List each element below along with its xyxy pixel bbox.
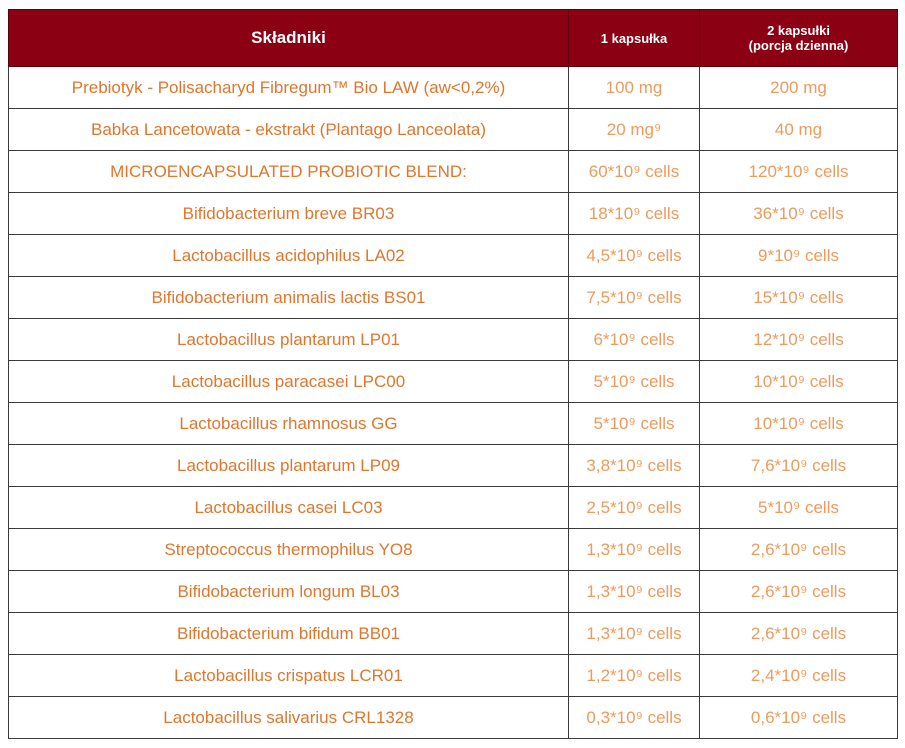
table-row <box>9 571 898 613</box>
header-two-capsules <box>700 10 898 67</box>
one-capsule-value-cell: 20 mg⁹ <box>569 109 700 151</box>
table-row <box>9 235 898 277</box>
ingredient-name-cell: Streptococcus thermophilus YO8 <box>9 529 569 571</box>
one-capsule-value-cell: 5*10⁹ cells <box>569 403 700 445</box>
table-row <box>9 67 898 109</box>
one-capsule-value-cell: 3,8*10⁹ cells <box>569 445 700 487</box>
header-ingredients: Składniki <box>9 10 569 67</box>
ingredient-name-cell: Lactobacillus plantarum LP01 <box>9 319 569 361</box>
ingredient-name-cell: Lactobacillus paracasei LPC00 <box>9 361 569 403</box>
one-capsule-value-cell: 100 mg <box>569 67 700 109</box>
table-row <box>9 277 898 319</box>
two-capsules-value-cell: 5*10⁹ cells <box>700 487 898 529</box>
ingredient-name-cell: Lactobacillus plantarum LP09 <box>9 445 569 487</box>
ingredient-name-cell: Lactobacillus rhamnosus GG <box>9 403 569 445</box>
two-capsules-value-cell: 12*10⁹ cells <box>700 319 898 361</box>
table-row <box>9 319 898 361</box>
two-capsules-value-cell: 7,6*10⁹ cells <box>700 445 898 487</box>
ingredient-name-cell: MICROENCAPSULATED PROBIOTIC BLEND: <box>9 151 569 193</box>
ingredient-name-cell: Lactobacillus casei LC03 <box>9 487 569 529</box>
two-capsules-value-cell: 15*10⁹ cells <box>700 277 898 319</box>
ingredients-table-container <box>8 9 898 739</box>
one-capsule-value-cell: 2,5*10⁹ cells <box>569 487 700 529</box>
one-capsule-value-cell: 1,3*10⁹ cells <box>569 613 700 655</box>
two-capsules-value-cell: 0,6*10⁹ cells <box>700 697 898 739</box>
two-capsules-value-cell: 120*10⁹ cells <box>700 151 898 193</box>
one-capsule-value-cell: 6*10⁹ cells <box>569 319 700 361</box>
one-capsule-value-cell: 18*10⁹ cells <box>569 193 700 235</box>
ingredient-name-cell: Prebiotyk - Polisacharyd Fibregum™ Bio LAW (aw<0,2%) <box>9 67 569 109</box>
table-header-row <box>9 10 898 67</box>
two-capsules-value-cell: 9*10⁹ cells <box>700 235 898 277</box>
table-row <box>9 109 898 151</box>
table-row <box>9 361 898 403</box>
two-capsules-value-cell: 10*10⁹ cells <box>700 403 898 445</box>
table-row <box>9 403 898 445</box>
one-capsule-value-cell: 60*10⁹ cells <box>569 151 700 193</box>
two-capsules-value-cell: 200 mg <box>700 67 898 109</box>
one-capsule-value-cell: 0,3*10⁹ cells <box>569 697 700 739</box>
two-capsules-value-cell: 2,6*10⁹ cells <box>700 613 898 655</box>
table-row <box>9 193 898 235</box>
table-row <box>9 613 898 655</box>
one-capsule-value-cell: 5*10⁹ cells <box>569 361 700 403</box>
ingredient-name-cell: Bifidobacterium animalis lactis BS01 <box>9 277 569 319</box>
two-capsules-value-cell: 40 mg <box>700 109 898 151</box>
one-capsule-value-cell: 1,2*10⁹ cells <box>569 655 700 697</box>
ingredient-name-cell: Bifidobacterium longum BL03 <box>9 571 569 613</box>
table-body <box>9 67 898 739</box>
ingredient-name-cell: Bifidobacterium bifidum BB01 <box>9 613 569 655</box>
table-row <box>9 445 898 487</box>
two-capsules-value-cell: 2,4*10⁹ cells <box>700 655 898 697</box>
ingredient-name-cell: Lactobacillus crispatus LCR01 <box>9 655 569 697</box>
ingredient-name-cell: Bifidobacterium breve BR03 <box>9 193 569 235</box>
header-one-capsule: 1 kapsułka <box>569 10 700 67</box>
one-capsule-value-cell: 1,3*10⁹ cells <box>569 529 700 571</box>
ingredient-name-cell: Lactobacillus acidophilus LA02 <box>9 235 569 277</box>
ingredients-table <box>8 9 898 739</box>
two-capsules-value-cell: 2,6*10⁹ cells <box>700 529 898 571</box>
header-two-capsules-label: 2 kapsułki <box>767 23 830 38</box>
table-row <box>9 529 898 571</box>
two-capsules-value-cell: 2,6*10⁹ cells <box>700 571 898 613</box>
ingredient-name-cell: Lactobacillus salivarius CRL1328 <box>9 697 569 739</box>
table-row <box>9 151 898 193</box>
table-row <box>9 487 898 529</box>
ingredient-name-cell: Babka Lancetowata - ekstrakt (Plantago Lanceolata) <box>9 109 569 151</box>
one-capsule-value-cell: 7,5*10⁹ cells <box>569 277 700 319</box>
one-capsule-value-cell: 1,3*10⁹ cells <box>569 571 700 613</box>
table-row <box>9 697 898 739</box>
two-capsules-value-cell: 36*10⁹ cells <box>700 193 898 235</box>
two-capsules-value-cell: 10*10⁹ cells <box>700 361 898 403</box>
one-capsule-value-cell: 4,5*10⁹ cells <box>569 235 700 277</box>
header-daily-portion: (porcja dzienna) <box>748 38 849 53</box>
table-row <box>9 655 898 697</box>
